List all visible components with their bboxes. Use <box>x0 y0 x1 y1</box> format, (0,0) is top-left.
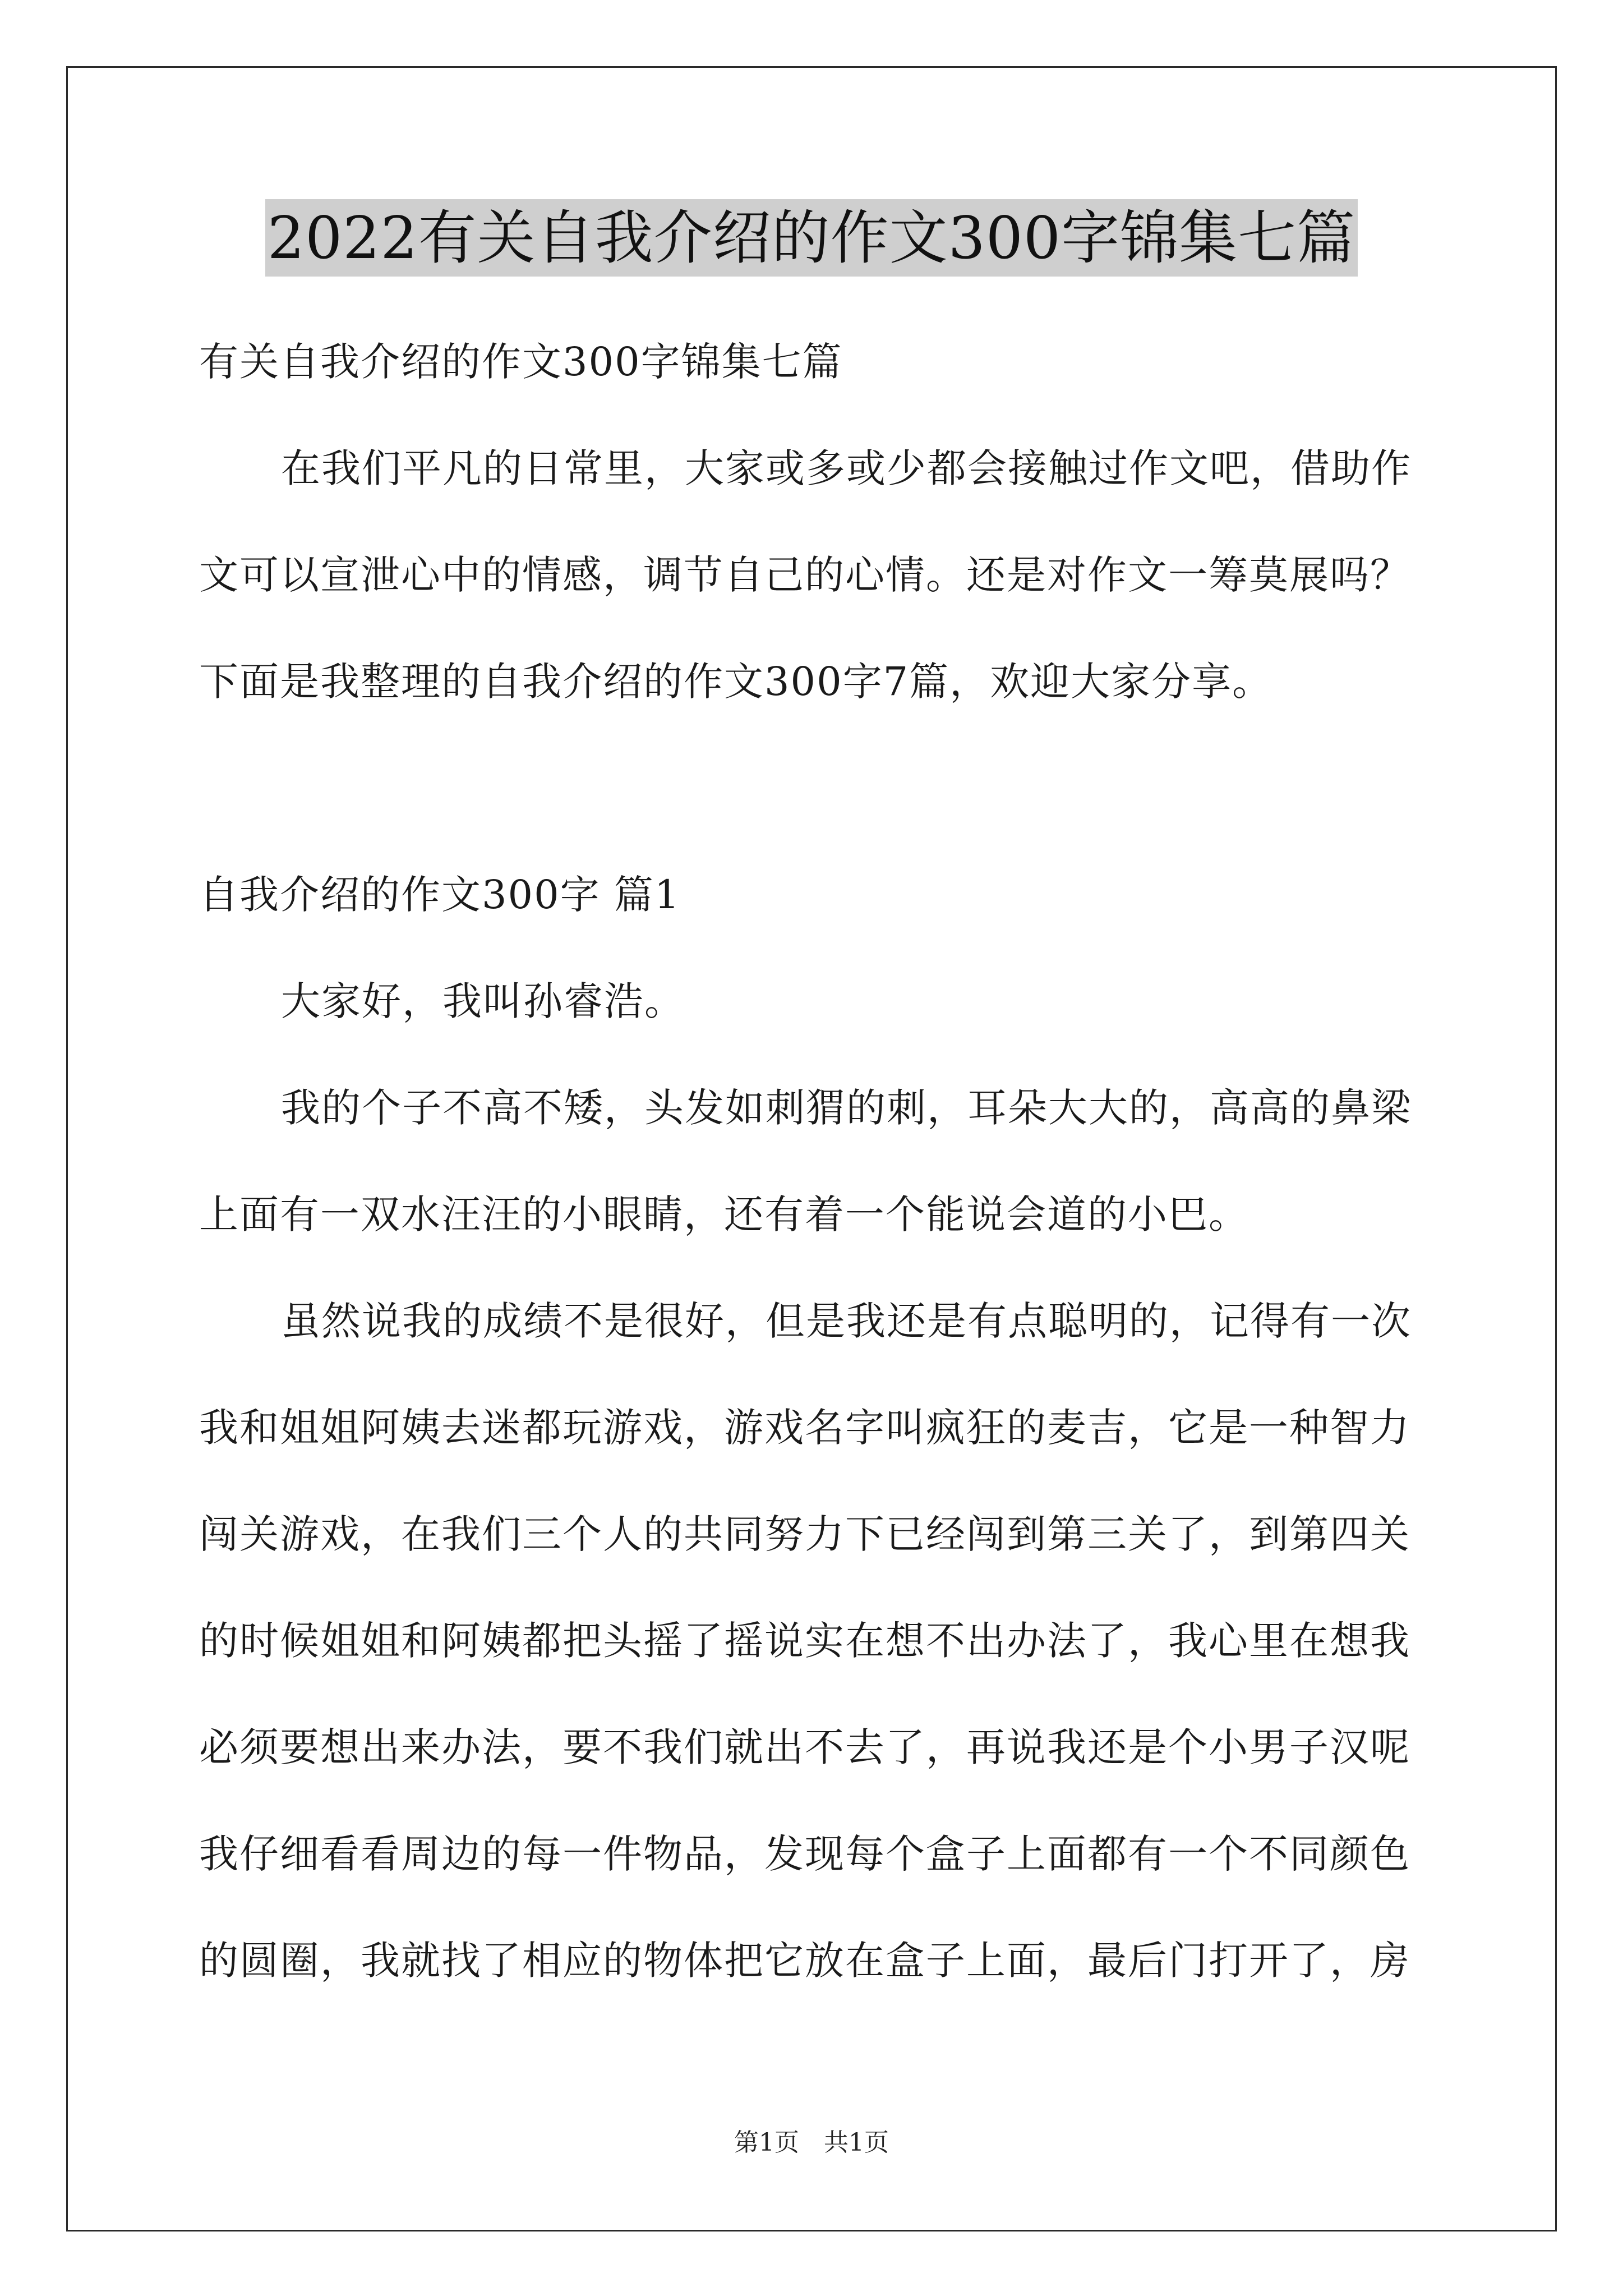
paragraph-line: 上面有一双水汪汪的小眼睛，还有着一个能说会道的小巴。 <box>199 1191 1249 1237</box>
document-title: 2022有关自我介绍的作文300字锦集七篇 <box>265 199 1358 277</box>
page-footer <box>0 2126 1623 2160</box>
paragraph-line: 我仔细看看周边的每一件物品，发现每个盒子上面都有一个不同颜色 <box>199 1831 1410 1877</box>
paragraph-line: 闯关游戏，在我们三个人的共同努力下已经闯到第三关了，到第四关 <box>199 1511 1410 1557</box>
intro-line: 在我们平凡的日常里，大家或多或少都会接触过作文吧，借助作 <box>281 445 1412 491</box>
page-number: 第1页 共1页 <box>734 2128 889 2157</box>
paragraph-line: 虽然说我的成绩不是很好，但是我还是有点聪明的，记得有一次 <box>281 1298 1412 1344</box>
intro-line: 下面是我整理的自我介绍的作文300字7篇，欢迎大家分享。 <box>199 659 1273 705</box>
paragraph-line: 我的个子不高不矮，头发如刺猬的刺，耳朵大大的，高高的鼻梁 <box>281 1085 1412 1131</box>
document-subtitle: 有关自我介绍的作文300字锦集七篇 <box>199 339 843 385</box>
paragraph-line: 我和姐姐阿姨去迷都玩游戏，游戏名字叫疯狂的麦吉，它是一种智力 <box>199 1405 1410 1451</box>
section-heading: 自我介绍的作文300字 篇1 <box>199 872 681 918</box>
intro-line: 文可以宣泄心中的情感，调节自己的心情。还是对作文一筹莫展吗？ <box>199 552 1410 598</box>
paragraph-gap <box>199 735 1433 841</box>
paragraph-line: 的时候姐姐和阿姨都把头摇了摇说实在想不出办法了，我心里在想我 <box>199 1618 1410 1664</box>
paragraph-line: 必须要想出来办法，要不我们就出不去了，再说我还是个小男子汉呢 <box>199 1724 1410 1770</box>
paragraph-line: 大家好，我叫孙睿浩。 <box>281 978 685 1024</box>
title-container <box>0 199 1623 277</box>
paragraph-line: 的圆圈，我就找了相应的物体把它放在盒子上面，最后门打开了，房 <box>199 1938 1410 1984</box>
document-body <box>199 309 1433 2014</box>
